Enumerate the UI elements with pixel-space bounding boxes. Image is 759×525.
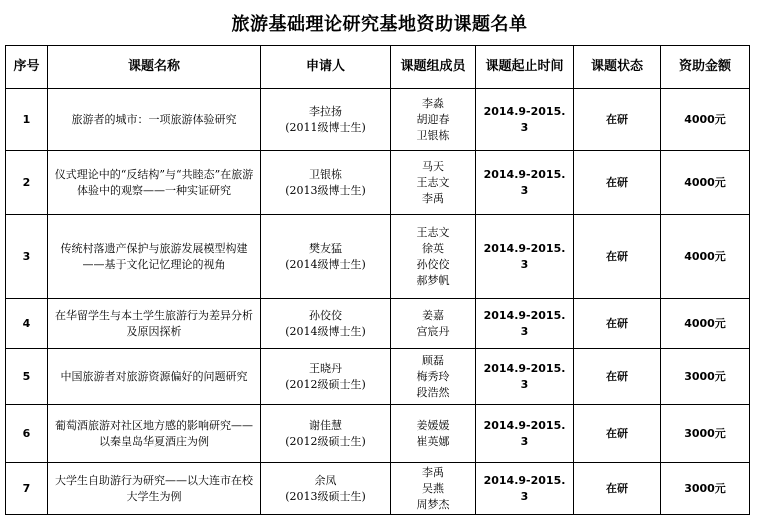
row-number: 1	[6, 89, 48, 151]
applicant-name: 谢佳慧	[309, 418, 342, 432]
row-number: 4	[6, 299, 48, 349]
table-row	[6, 215, 750, 299]
applicant-grade: (2011级博士生)	[285, 120, 366, 134]
status: 在研	[574, 89, 661, 151]
amount: 4000元	[661, 89, 750, 151]
table-row	[6, 463, 750, 515]
member-name: 顾磊	[422, 353, 444, 367]
status: 在研	[574, 151, 661, 215]
header-applicant: 申请人	[261, 46, 391, 89]
applicant-name: 余凤	[314, 473, 337, 487]
header-period: 课题起止时间	[476, 46, 574, 89]
member-name: 郝梦帆	[416, 273, 450, 287]
member-name: 吴燕	[422, 481, 444, 495]
applicant-grade: (2014级博士生)	[285, 257, 366, 271]
period: 2014.9-2015.3	[476, 405, 574, 463]
member-name: 孙佼佼	[416, 257, 450, 271]
period: 2014.9-2015.3	[476, 349, 574, 405]
project-title: 传统村落遗产保护与旅游发展模型构建 ——基于文化记忆理论的视角	[48, 215, 261, 299]
project-title: 中国旅游者对旅游资源偏好的问题研究	[48, 349, 261, 405]
project-title: 在华留学生与本土学生旅游行为差异分析及原因探析	[48, 299, 261, 349]
member-name: 李禹	[422, 191, 444, 205]
table-row	[6, 349, 750, 405]
members-cell	[391, 89, 476, 151]
table-row	[6, 299, 750, 349]
row-number: 2	[6, 151, 48, 215]
member-name: 王志文	[416, 175, 450, 189]
applicant-name: 王晓丹	[309, 361, 342, 375]
status: 在研	[574, 215, 661, 299]
header-members: 课题组成员	[391, 46, 476, 89]
status: 在研	[574, 349, 661, 405]
members-cell	[391, 405, 476, 463]
period: 2014.9-2015.3	[476, 151, 574, 215]
project-title: 葡萄酒旅游对社区地方感的影响研究——以秦皇岛华夏酒庄为例	[48, 405, 261, 463]
member-name: 宫宸丹	[416, 324, 450, 338]
applicant-grade: (2012级硕士生)	[285, 434, 366, 448]
member-name: 李禹	[422, 465, 444, 479]
amount: 3000元	[661, 349, 750, 405]
member-name: 胡迎春	[416, 112, 450, 126]
member-name: 姜媛媛	[416, 418, 450, 432]
header-project-title: 课题名称	[48, 46, 261, 89]
amount: 3000元	[661, 405, 750, 463]
table-header-row	[6, 46, 750, 89]
table-row	[6, 151, 750, 215]
members-cell	[391, 349, 476, 405]
applicant-grade: (2013级硕士生)	[285, 489, 366, 503]
applicant-grade: (2013级博士生)	[285, 183, 366, 197]
period: 2014.9-2015.3	[476, 463, 574, 515]
table-row	[6, 89, 750, 151]
project-title: 旅游者的城市：一项旅游体验研究	[48, 89, 261, 151]
row-number: 6	[6, 405, 48, 463]
header-amount: 资助金额	[661, 46, 750, 89]
applicant-cell	[261, 89, 391, 151]
applicant-grade: (2014级博士生)	[285, 324, 366, 338]
applicant-cell	[261, 151, 391, 215]
amount: 4000元	[661, 215, 750, 299]
status: 在研	[574, 299, 661, 349]
header-status: 课题状态	[574, 46, 661, 89]
table-row	[6, 405, 750, 463]
row-number: 3	[6, 215, 48, 299]
member-name: 王志文	[416, 225, 450, 239]
members-cell	[391, 463, 476, 515]
applicant-cell	[261, 405, 391, 463]
period: 2014.9-2015.3	[476, 215, 574, 299]
applicant-cell	[261, 299, 391, 349]
applicant-cell	[261, 463, 391, 515]
members-cell	[391, 215, 476, 299]
applicant-name: 孙佼佼	[309, 308, 342, 322]
amount: 4000元	[661, 299, 750, 349]
members-cell	[391, 151, 476, 215]
row-number: 7	[6, 463, 48, 515]
period: 2014.9-2015.3	[476, 89, 574, 151]
status: 在研	[574, 405, 661, 463]
project-title: 大学生自助游行为研究——以大连市在校大学生为例	[48, 463, 261, 515]
member-name: 梅秀玲	[416, 369, 450, 383]
grant-table	[5, 45, 750, 515]
amount: 4000元	[661, 151, 750, 215]
applicant-name: 李拉扬	[309, 104, 342, 118]
member-name: 徐英	[422, 241, 444, 255]
member-name: 周梦杰	[416, 497, 450, 511]
amount: 3000元	[661, 463, 750, 515]
members-cell	[391, 299, 476, 349]
period: 2014.9-2015.3	[476, 299, 574, 349]
applicant-name: 卫银栋	[309, 167, 342, 181]
row-number: 5	[6, 349, 48, 405]
member-name: 姜嘉	[422, 308, 444, 322]
applicant-cell	[261, 215, 391, 299]
project-title: 仪式理论中的“反结构”与“共睦态”在旅游体验中的观察——一种实证研究	[48, 151, 261, 215]
status: 在研	[574, 463, 661, 515]
member-name: 段浩然	[416, 385, 450, 399]
member-name: 李淼	[422, 96, 444, 110]
member-name: 马天	[422, 159, 444, 173]
member-name: 卫银栋	[416, 128, 450, 142]
header-number: 序号	[6, 46, 48, 89]
applicant-name: 樊友猛	[309, 241, 342, 255]
member-name: 崔英娜	[416, 434, 450, 448]
applicant-cell	[261, 349, 391, 405]
applicant-grade: (2012级硕士生)	[285, 377, 366, 391]
page-title: 旅游基础理论研究基地资助课题名单	[231, 14, 528, 35]
